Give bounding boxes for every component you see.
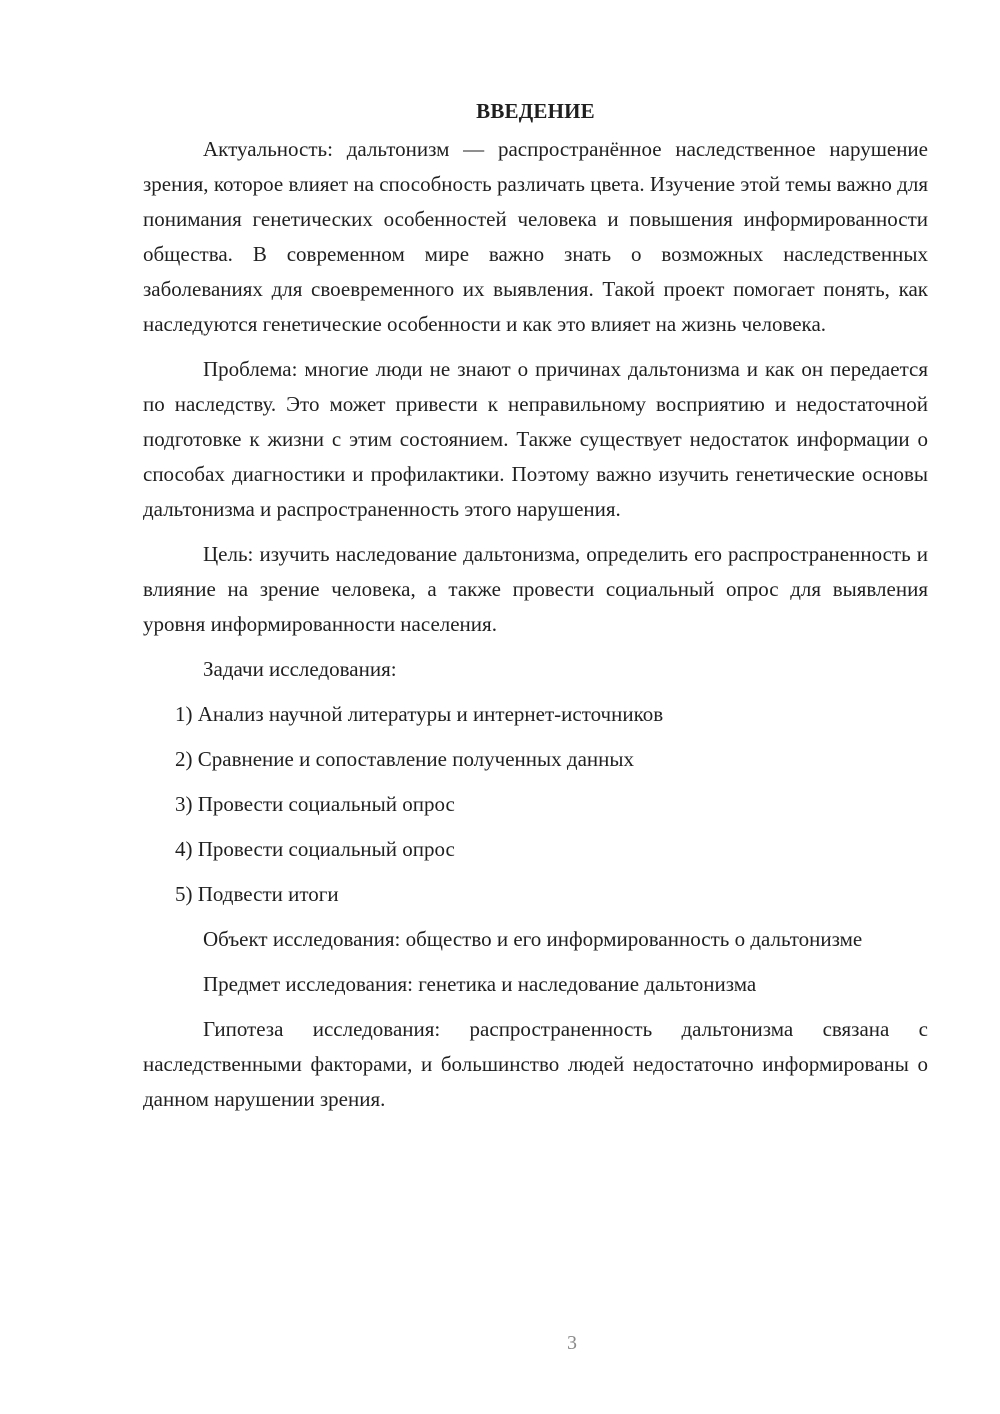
hypothesis-paragraph: Гипотеза исследования: распространенность дальтонизма связана с наследственными факторами, и большинство людей недостаточно информированы о данном нарушении зрения. [143, 1017, 928, 1111]
relevance-paragraph: Актуальность: дальтонизм — распространённое наследственное нарушение зрения, которое влияет на способность различать цвета. Изучение этой темы важно для понимания генетических особенностей человека и повышения информированности общества. В современном мире важно знать о возможных наследственных заболеваниях для своевременного их выявления. Такой проект помогает понять, как наследуются генетические особенности и как это влияет на жизнь человека. [143, 137, 928, 336]
task-item: 1) Анализ научной литературы и интернет-источников [175, 702, 664, 726]
document-content [143, 96, 928, 1127]
task-list [143, 697, 928, 912]
goal-paragraph: Цель: изучить наследование дальтонизма, определить его распространенность и влияние на зрение человека, а также провести социальный опрос для выявления уровня информированности населения. [143, 542, 928, 636]
object-paragraph: Объект исследования: общество и его информированность о дальтонизме [203, 927, 863, 951]
subject-paragraph: Предмет исследования: генетика и наследование дальтонизма [203, 972, 757, 996]
page-number: 3 [567, 1332, 577, 1354]
task-item: 2) Сравнение и сопоставление полученных данных [175, 747, 634, 771]
page-title: ВВЕДЕНИЕ [476, 99, 595, 123]
tasks-heading: Задачи исследования: [203, 657, 397, 681]
task-item: 4) Провести социальный опрос [175, 837, 455, 861]
problem-paragraph: Проблема: многие люди не знают о причинах дальтонизма и как он передается по наследству. Это может привести к неправильному восприятию и недостаточной подготовке к жизни с этим состоянием. Также существует недостаток информации о способах диагностики и профилактики. Поэтому важно изучить генетические основы дальтонизма и распространенность этого нарушения. [143, 357, 928, 521]
task-item: 5) Подвести итоги [175, 882, 339, 906]
task-item: 3) Провести социальный опрос [175, 792, 455, 816]
